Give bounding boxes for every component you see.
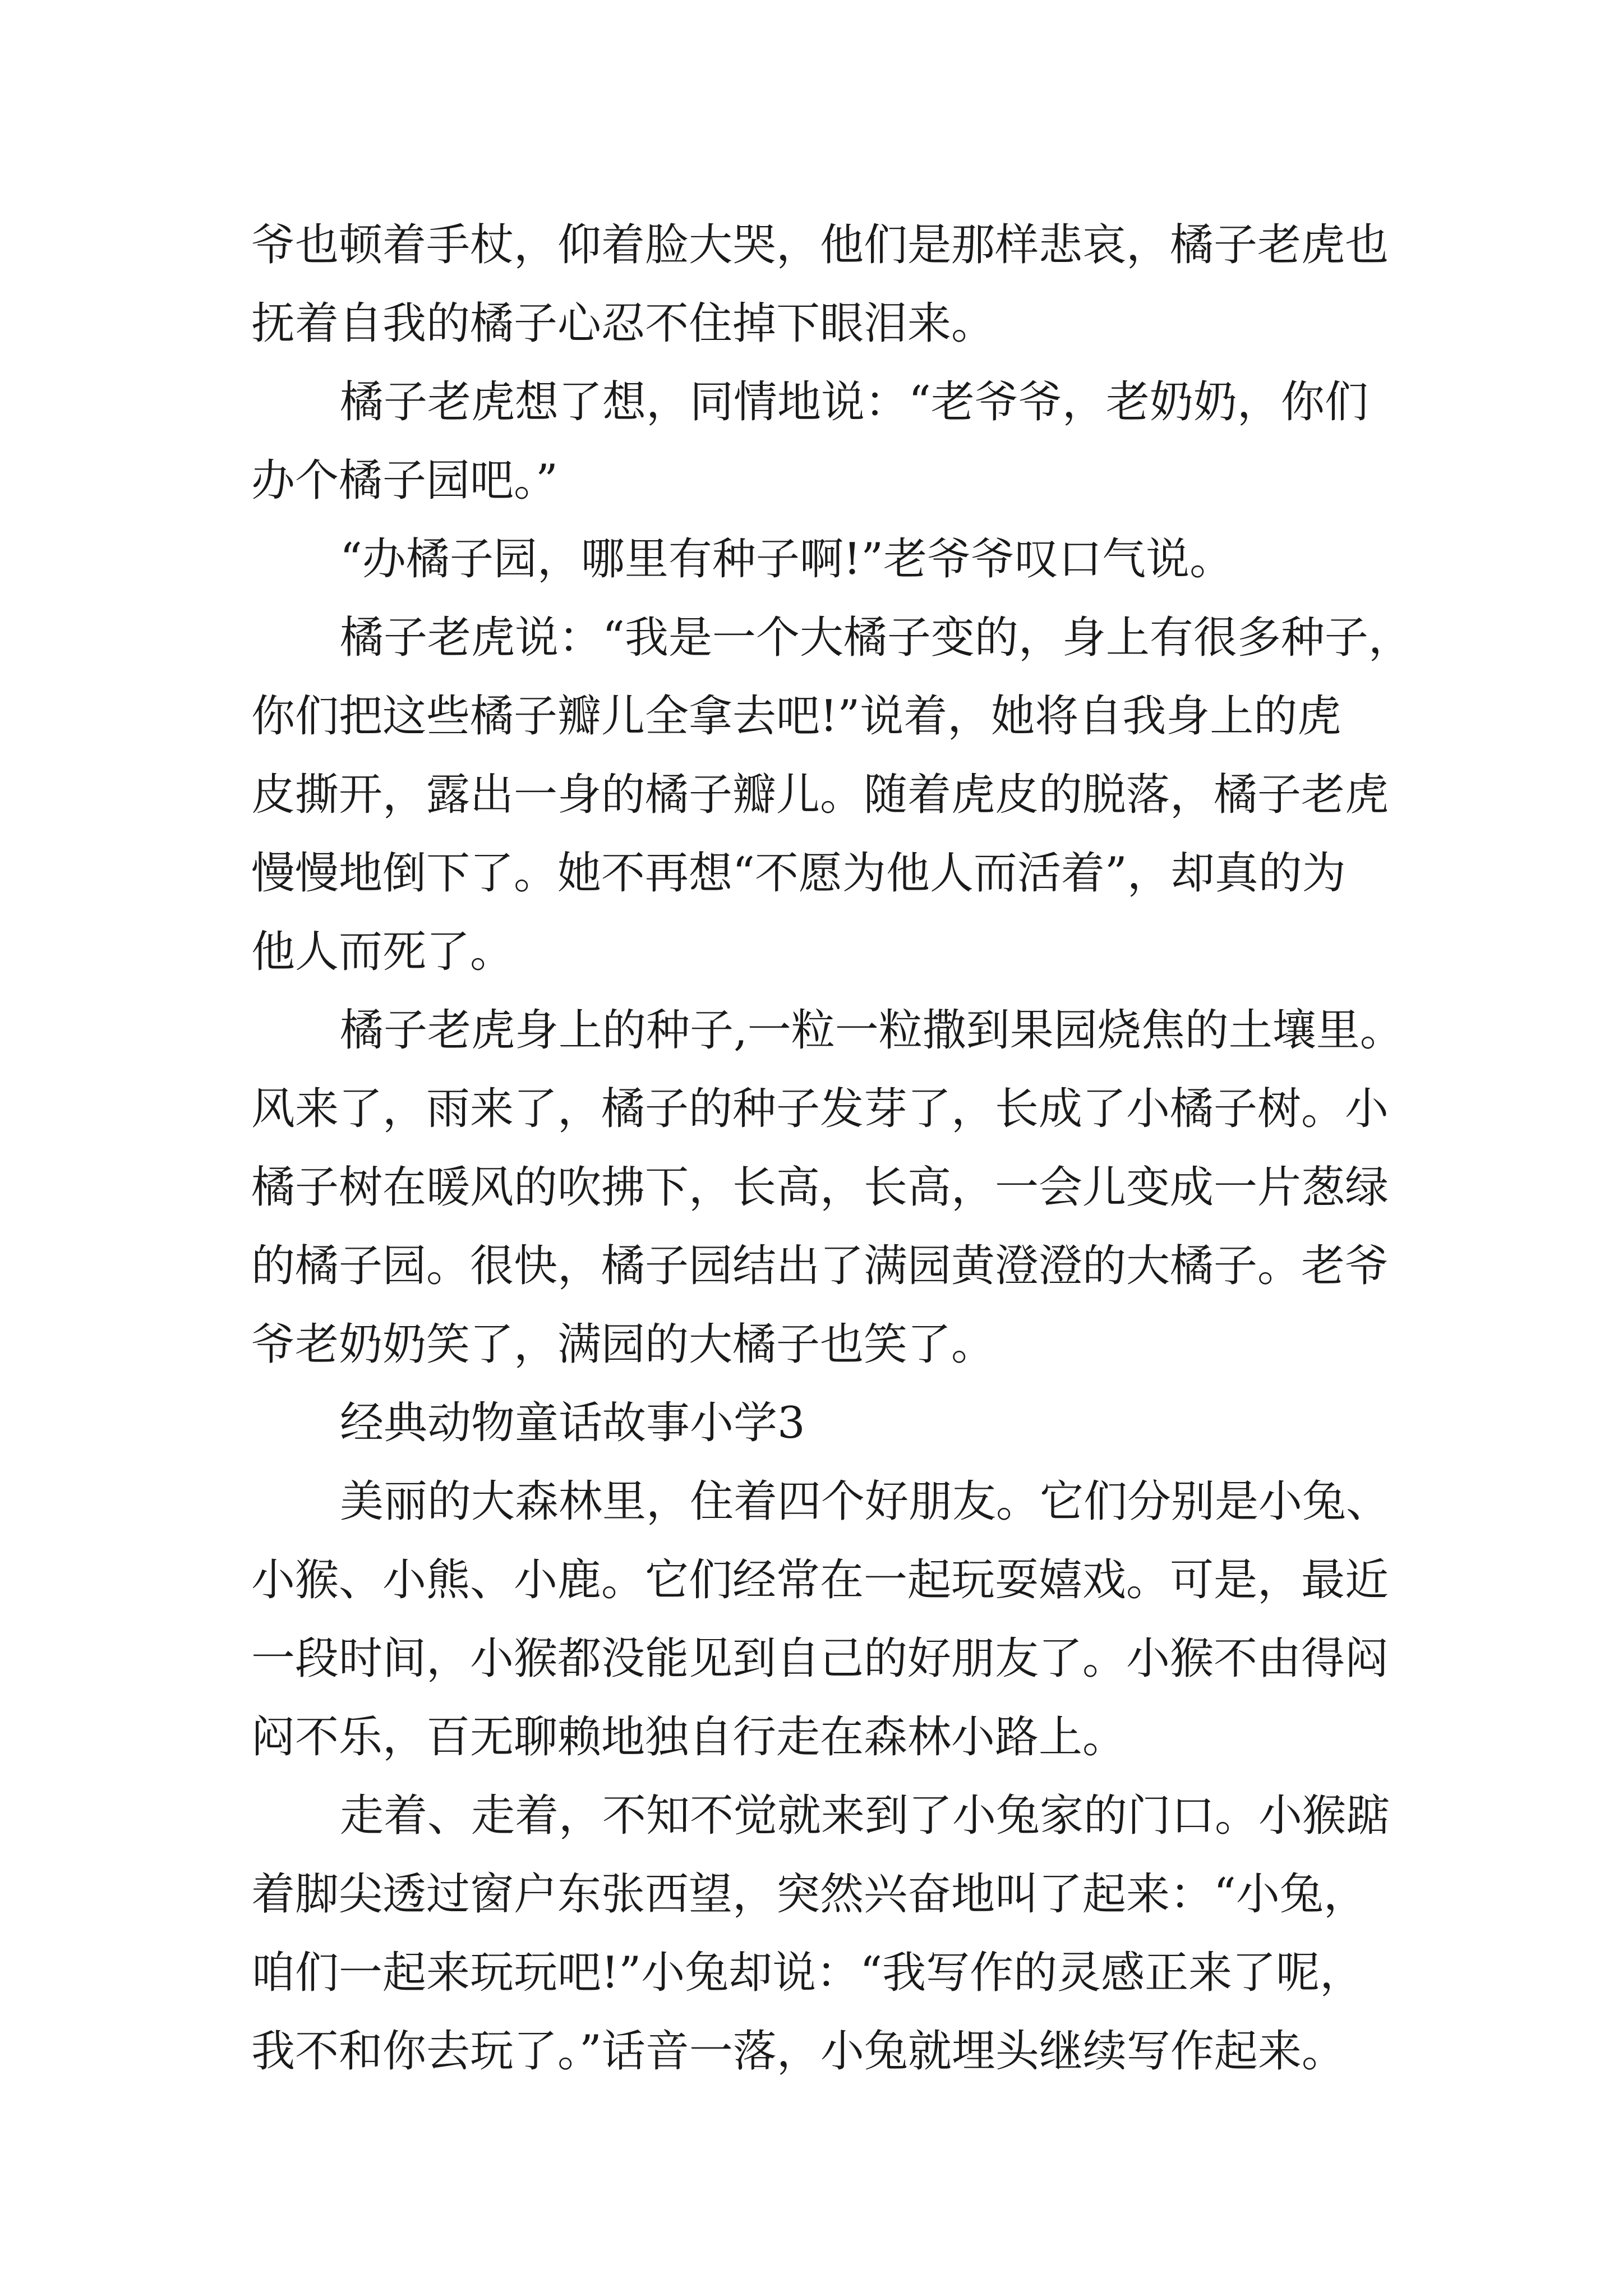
text-line: 小猴、小熊、小鹿。它们经常在一起玩耍嬉戏。可是，最近 <box>251 1555 1389 1605</box>
text-line: 着脚尖透过窗户东张西望，突然兴奋地叫了起来：“小兔， <box>251 1869 1367 1920</box>
text-line: 咱们一起来玩玩吧!”小兔却说：“我写作的灵感正来了呢， <box>251 1948 1364 1998</box>
text-line: 皮撕开，露出一身的橘子瓣儿。随着虎皮的脱落，橘子老虎 <box>251 770 1389 820</box>
text-line: 办个橘子园吧。” <box>251 455 558 506</box>
text-line: 橘子老虎想了想，同情地说：“老爷爷，老奶奶，你们 <box>340 377 1368 427</box>
text-line: 风来了，雨来了，橘子的种子发芽了，长成了小橘子树。小 <box>251 1084 1389 1134</box>
text-line: 美丽的大森林里，住着四个好朋友。它们分别是小兔、 <box>340 1476 1390 1527</box>
text-line: 慢慢地倒下了。她不再想“不愿为他人而活着”，却真的为 <box>251 848 1346 899</box>
text-line: 他人而死了。 <box>251 927 514 977</box>
text-line: 抚着自我的橘子心忍不住掉下眼泪来。 <box>251 298 995 349</box>
text-line: 爷老奶奶笑了，满园的大橘子也笑了。 <box>251 1319 995 1370</box>
text-line: 你们把这些橘子瓣儿全拿去吧!”说着，她将自我身上的虎 <box>251 691 1341 742</box>
text-line: 的橘子园。很快，橘子园结出了满园黄澄澄的大橘子。老爷 <box>251 1241 1389 1291</box>
text-line: “办橘子园，哪里有种子啊!”老爷爷叹口气说。 <box>340 534 1234 585</box>
text-line: 闷不乐，百无聊赖地独自行走在森林小路上。 <box>251 1712 1127 1763</box>
text-line: 爷也顿着手杖，仰着脸大哭，他们是那样悲哀，橘子老虎也 <box>251 220 1389 270</box>
section-heading: 经典动物童话故事小学3 <box>340 1398 805 1448</box>
text-line: 橘子树在暖风的吹拂下，长高，长高，一会儿变成一片葱绿 <box>251 1162 1389 1213</box>
text-line: 我不和你去玩了。”话音一落，小兔就埋头继续写作起来。 <box>251 2026 1345 2077</box>
text-line: 橘子老虎说：“我是一个大橘子变的，身上有很多种子， <box>340 613 1412 663</box>
text-line: 走着、走着，不知不觉就来到了小兔家的门口。小猴踮 <box>340 1791 1390 1841</box>
text-line: 橘子老虎身上的种子,一粒一粒撒到果园烧焦的土壤里。 <box>340 1005 1404 1056</box>
text-line: 一段时间，小猴都没能见到自己的好朋友了。小猴不由得闷 <box>251 1634 1389 1684</box>
